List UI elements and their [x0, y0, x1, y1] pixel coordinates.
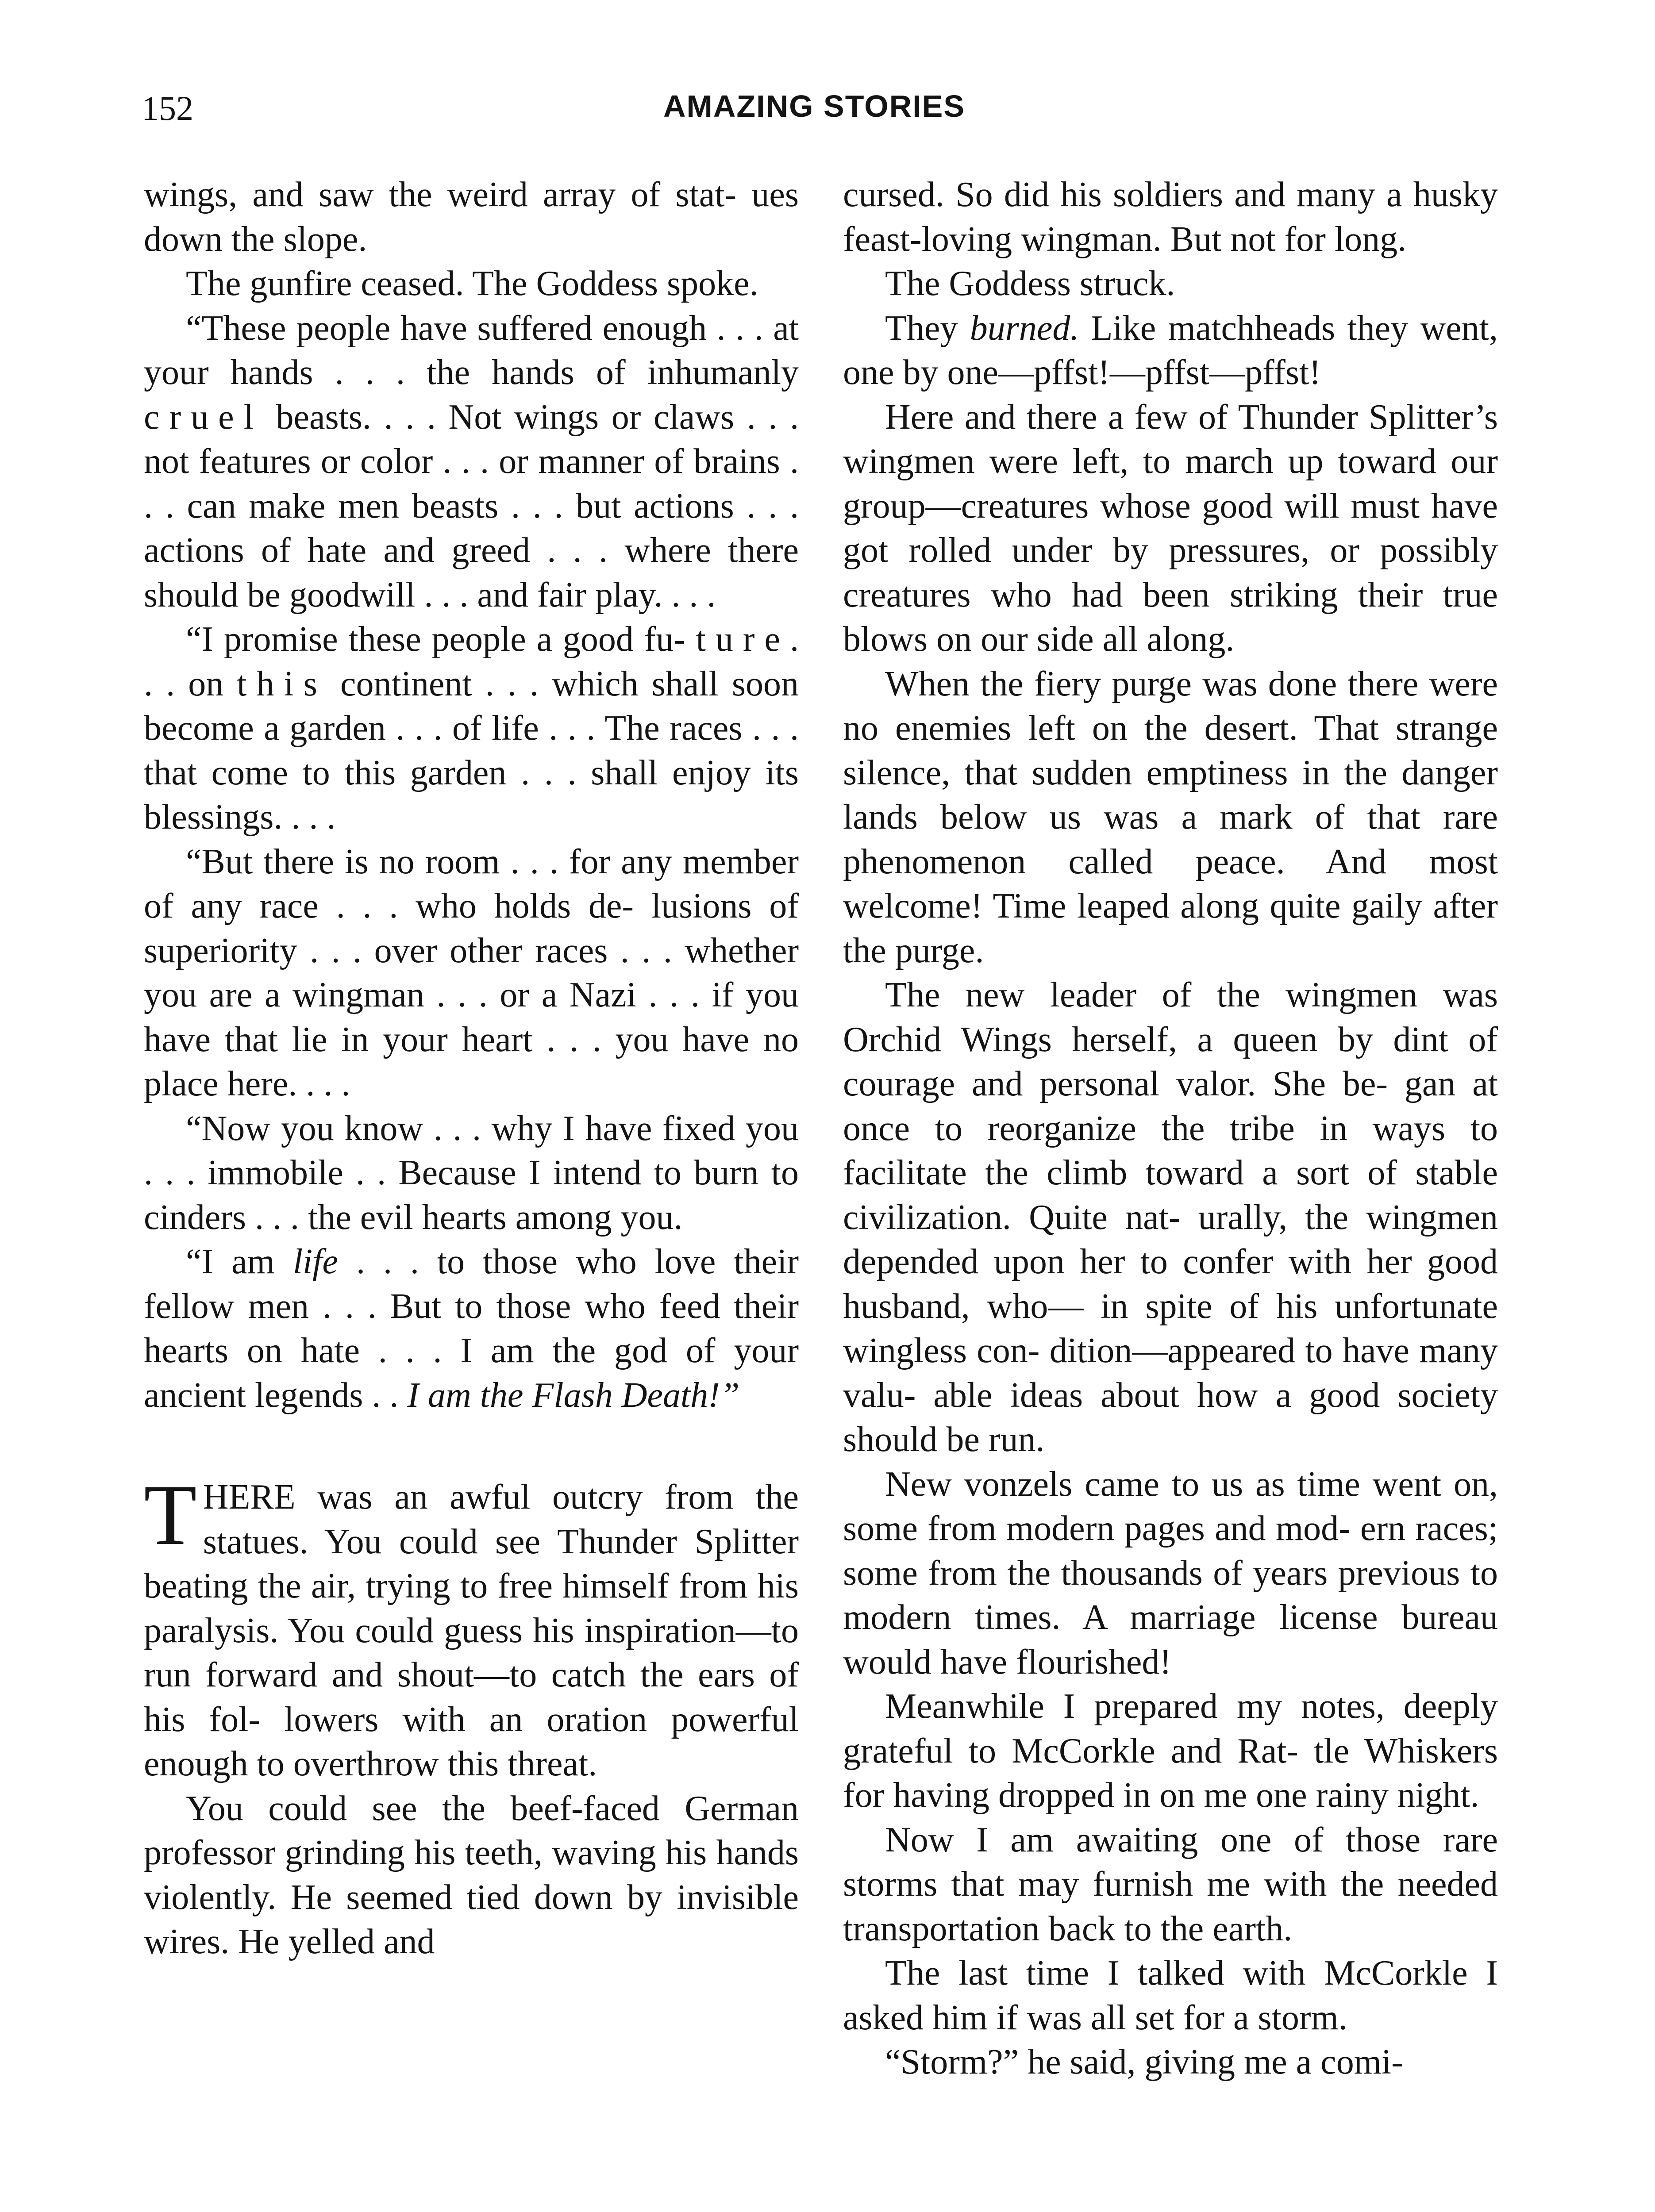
- text-run: They: [885, 308, 970, 348]
- spaced-text: this: [237, 664, 327, 703]
- paragraph: Now I am awaiting one of those rare storms that may furnish me with the needed transportation back to the earth.: [843, 1820, 1498, 1948]
- section-paragraph: [144, 1467, 799, 1786]
- paragraph: The new leader of the wingmen was Orchid Wings herself, a queen by dint of courage and personal valor. She be- gan at once to reorganize the tribe in ways to facilitate the climb toward a sort of stable civilization. Quite nat- urally, the wingmen depended upon her to confer with her good husband, who— in spite of his unfortunate wingless con- dition—appeared to have many valu- able ideas about how a good society should be run.: [843, 975, 1498, 1459]
- paragraph: “Now you know . . . why I have fixed you . . . immobile . . Because I intend to burn to cinders . . . the evil hearts among you.: [144, 1109, 799, 1237]
- left-column: [144, 173, 799, 1964]
- page-header: [133, 84, 1496, 133]
- paragraph: Here and there a few of Thunder Splitter’s wingmen were left, to march up toward our group—creatures whose good will must have got rolled under by pressures, or possibly creatures who had been striking their true blows on our side all along.: [843, 397, 1498, 659]
- page-number: 152: [142, 89, 193, 127]
- paragraph: The last time I talked with McCorkle I asked him if was all set for a storm.: [843, 1954, 1498, 2037]
- spaced-text: cruel: [144, 397, 263, 437]
- text-run: beasts. . . . Not wings or claws . . . not features or color . . . or manner of brains . . . can make men beasts . . . but actions . . . actions of hate and greed . . . where there should be goodwill . . . and fair play. . . .: [144, 397, 799, 614]
- italic-text: I am the Flash Death!”: [407, 1375, 740, 1415]
- paragraph: wings, and saw the weird array of stat- ues down the slope.: [144, 175, 799, 259]
- paragraph: “Storm?” he said, giving me a comi-: [885, 2043, 1403, 2081]
- spaced-text: ture: [696, 620, 790, 659]
- text-run: . . . on: [144, 620, 799, 703]
- paragraph: You could see the beef-faced German professor grinding his teeth, waving his hands violently. He seemed tied down by invisible wires. He yelled and: [144, 1789, 799, 1961]
- paragraph: [144, 617, 799, 840]
- text-run: . . . to those who love their fellow men . . . But to those who feed their hearts on hate . . . I am the god of your ancient legends . .: [144, 1242, 799, 1415]
- right-column: [843, 173, 1498, 2085]
- paragraph: The Goddess struck.: [885, 264, 1175, 303]
- drop-cap: T: [144, 1467, 197, 1563]
- text-run: continent . . . which shall soon become a garden . . . of life . . . The races . . . that come to this garden . . . shall enjoy its blessings. . . .: [144, 664, 799, 837]
- paragraph: The gunfire ceased. The Goddess spoke.: [186, 264, 758, 303]
- paragraph: Meanwhile I prepared my notes, deeply grateful to McCorkle and Rat- tle Whiskers for having dropped in on me one rainy night.: [843, 1687, 1498, 1815]
- text-run: HERE was an awful outcry from the statues. You could see Thunder Splitter beating the air, trying to free himself from his paralysis. You could guess his inspiration—to run forward and shout—to catch the ears of his fol- lowers with an oration powerful enough to overthrow this threat.: [144, 1478, 799, 1783]
- text-run: Like matchheads they went, one by one—pffst!—pffst—pffst!: [843, 308, 1498, 392]
- text-run: “I promise these people a good fu-: [186, 620, 696, 659]
- paragraph: cursed. So did his soldiers and many a husky feast-loving wingman. But not for long.: [843, 175, 1498, 259]
- paragraph: “But there is no room . . . for any member of any race . . . who holds de- lusions of superiority . . . over other races . . . whether you are a wingman . . . or a Nazi . . . if you have that lie in your heart . . . you have no place here. . . .: [144, 842, 799, 1103]
- text-run: “I am: [186, 1242, 293, 1281]
- text-run: “These people have suffered enough . . . at your hands . . . the hands of inhumanly: [144, 308, 799, 392]
- paragraph: When the fiery purge was done there were no enemies left on the desert. That strange silence, that sudden emptiness in the danger lands below us was a mark of that rare phenomenon called peace. And most welcome! Time leaped along quite gaily after the purge.: [843, 664, 1498, 970]
- italic-text: life: [293, 1242, 339, 1281]
- paragraph: [144, 306, 799, 618]
- paragraph: New vonzels came to us as time went on, some from modern pages and mod- ern races; some from the thousands of years previous to modern times. A marriage license bureau would have flourished!: [843, 1464, 1498, 1682]
- italic-text: burned.: [970, 308, 1079, 348]
- running-head: AMAZING STORIES: [663, 89, 966, 123]
- paragraph: [843, 306, 1498, 395]
- paragraph: [144, 1240, 799, 1417]
